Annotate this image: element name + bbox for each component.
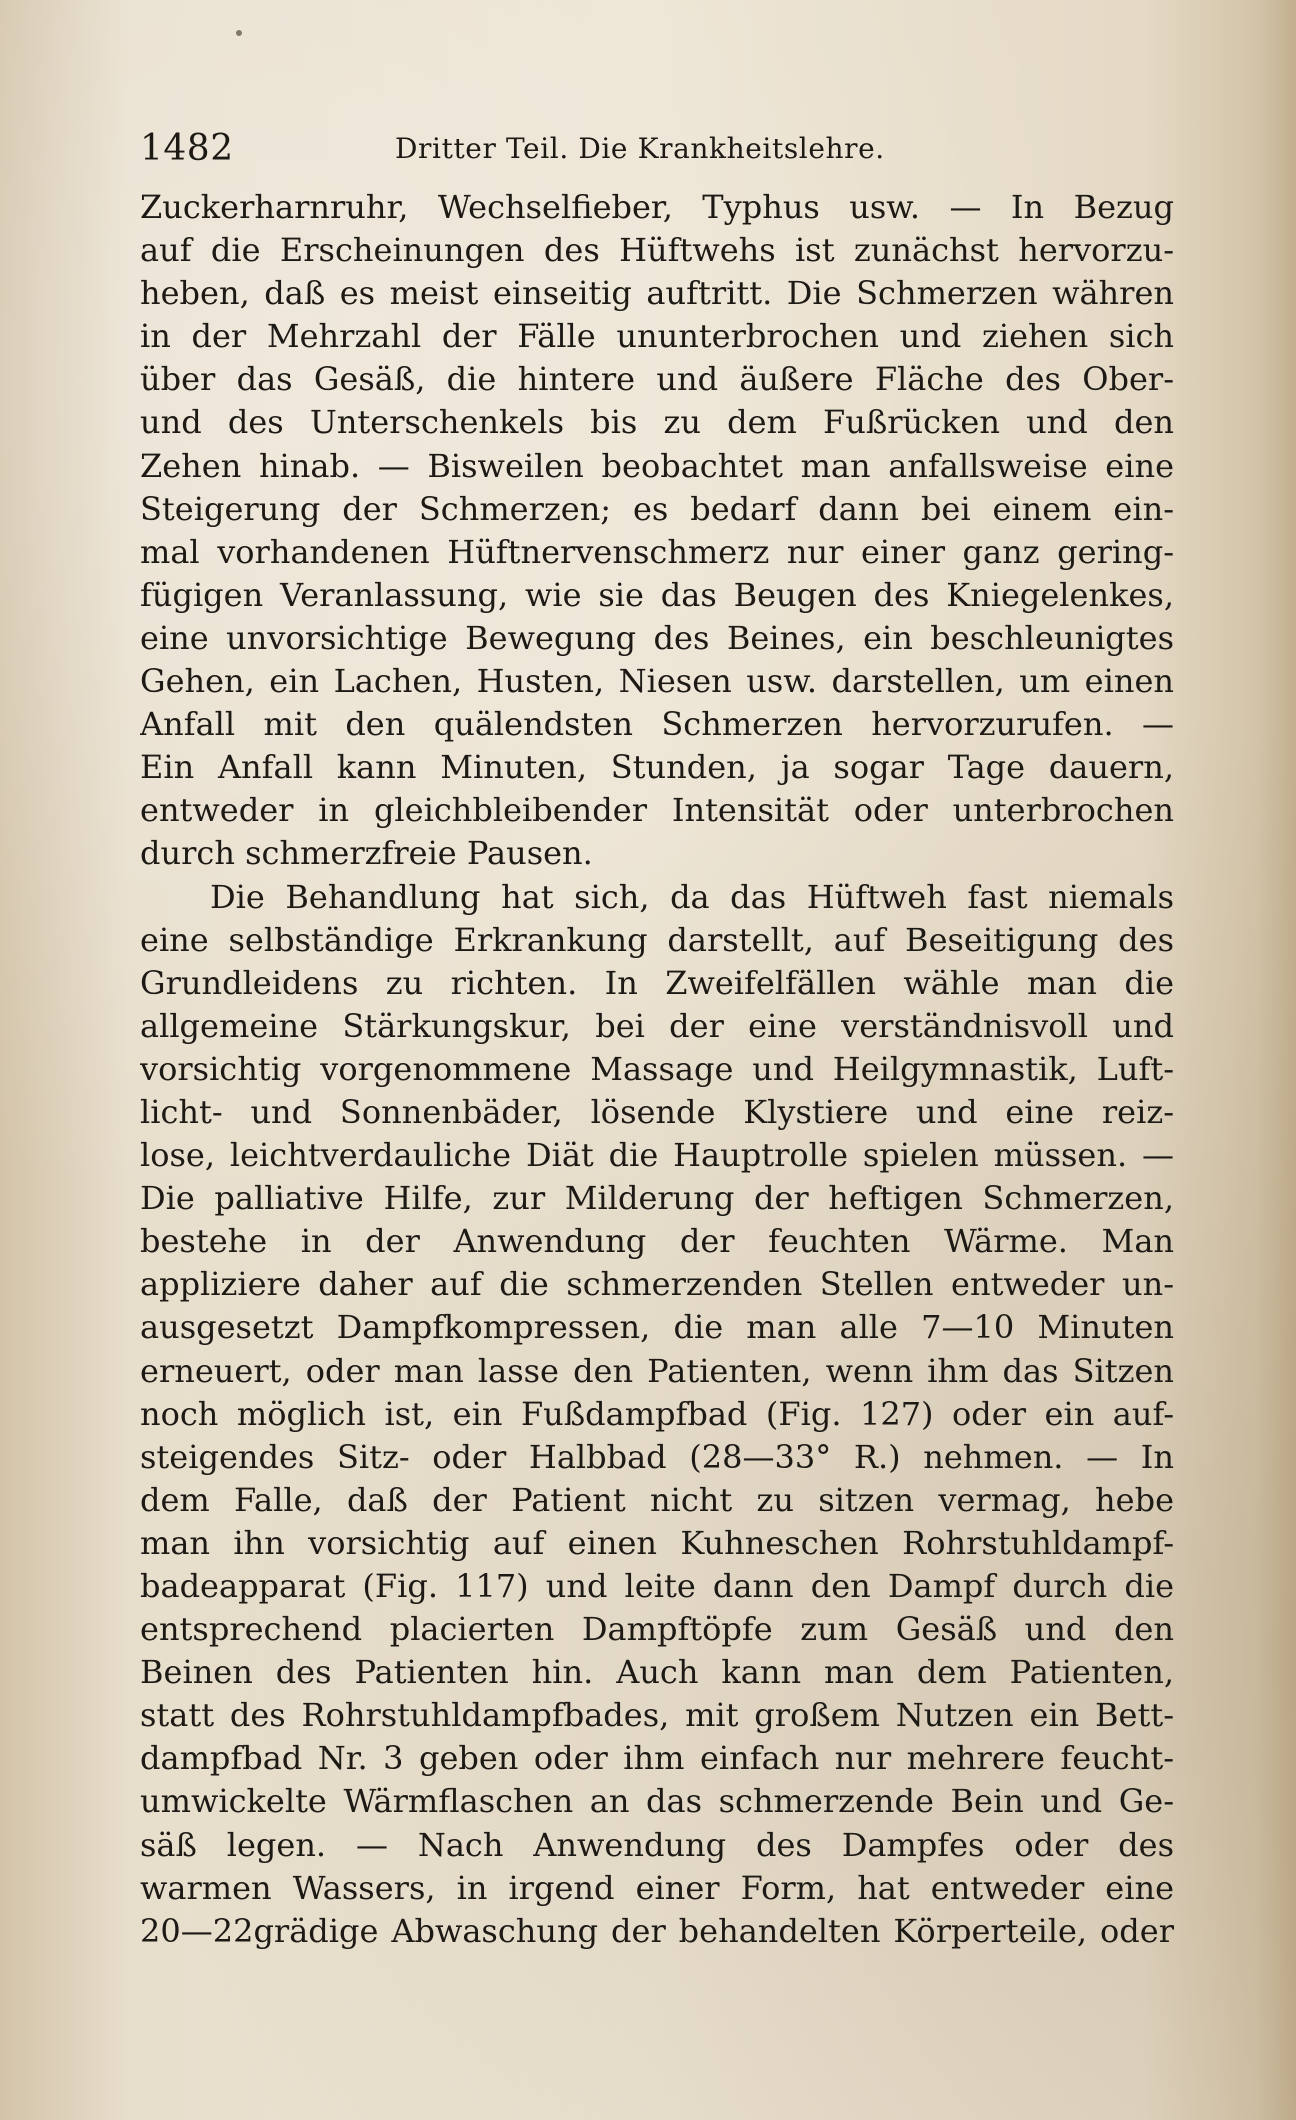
text-line-15: entweder in gleichbleibender Intensität oder unterbrochen xyxy=(140,791,1174,830)
text-line-9: mal vorhandenen Hüftnervenschmerz nur einer ganz gering- xyxy=(140,532,1174,571)
text-line-37: dampfbad Nr. 3 geben oder ihm einfach nur mehrere feucht- xyxy=(140,1739,1174,1778)
text-line-12: Gehen, ein Lachen, Husten, Niesen usw. darstellen, um einen xyxy=(140,662,1174,701)
text-line-32: man ihn vorsichtig auf einen Kuhneschen Rohrstuhldampf- xyxy=(140,1523,1174,1562)
text-line-27: ausgesetzt Dampfkompressen, die man alle 7—10 Minuten xyxy=(140,1308,1174,1347)
text-line-2: auf die Erscheinungen des Hüftwehs ist zunächst hervorzu- xyxy=(140,231,1174,270)
text-line-35: Beinen des Patienten hin. Auch kann man dem Patienten, xyxy=(140,1653,1174,1692)
text-line-41: 20—22grädige Abwaschung der behandelten Körperteile, oder xyxy=(140,1911,1174,1950)
text-line-7: Zehen hinab. — Bisweilen beobachtet man anfallsweise eine xyxy=(140,446,1174,485)
text-line-5: über das Gesäß, die hintere und äußere Fläche des Ober- xyxy=(140,360,1174,399)
text-line-36: statt des Rohrstuhldampfbades, mit großem Nutzen ein Bett- xyxy=(140,1696,1174,1735)
page-number: 1482 xyxy=(140,128,234,169)
ink-speck xyxy=(236,30,242,36)
text-line-23: lose, leichtverdauliche Diät die Hauptrolle spielen müssen. — xyxy=(140,1136,1174,1175)
text-line-40: warmen Wassers, in irgend einer Form, hat entweder eine xyxy=(140,1868,1174,1907)
text-line-26: appliziere daher auf die schmerzenden Stellen entweder un- xyxy=(140,1265,1174,1304)
text-line-24: Die palliative Hilfe, zur Milderung der heftigen Schmerzen, xyxy=(140,1179,1174,1218)
body-text xyxy=(140,186,1174,1953)
text-line-10: fügigen Veranlassung, wie sie das Beugen des Kniegelenkes, xyxy=(140,575,1174,614)
text-line-18: eine selbständige Erkrankung darstellt, auf Beseitigung des xyxy=(140,920,1174,959)
text-line-13: Anfall mit den quälendsten Schmerzen hervorzurufen. — xyxy=(140,705,1174,744)
text-line-11: eine unvorsichtige Bewegung des Beines, ein beschleunigtes xyxy=(140,618,1174,657)
text-line-1: Zuckerharnruhr, Wechselfieber, Typhus usw. — In Bezug xyxy=(140,188,1174,226)
text-line-19: Grundleidens zu richten. In Zweifelfällen wähle man die xyxy=(140,963,1174,1002)
text-line-38: umwickelte Wärmflaschen an das schmerzende Bein und Ge- xyxy=(140,1782,1174,1821)
text-line-34: entsprechend placierten Dampftöpfe zum Gesäß und den xyxy=(140,1610,1174,1649)
text-line-39: säß legen. — Nach Anwendung des Dampfes oder des xyxy=(140,1825,1174,1864)
text-line-8: Steigerung der Schmerzen; es bedarf dann bei einem ein- xyxy=(140,489,1174,528)
text-line-14: Ein Anfall kann Minuten, Stunden, ja sogar Tage dauern, xyxy=(140,748,1174,787)
text-line-20: allgemeine Stärkungskur, bei der eine verständnisvoll und xyxy=(140,1006,1174,1045)
text-line-30: steigendes Sitz- oder Halbbad (28—33° R.) nehmen. — In xyxy=(140,1437,1174,1476)
text-line-16: durch schmerzfreie Pausen. xyxy=(140,834,593,873)
page-header xyxy=(140,124,1174,174)
text-line-22: licht- und Sonnenbäder, lösende Klystiere und eine reiz- xyxy=(140,1092,1174,1131)
text-line-28: erneuert, oder man lasse den Patienten, wenn ihm das Sitzen xyxy=(140,1351,1174,1390)
text-line-6: und des Unterschenkels bis zu dem Fußrücken und den xyxy=(140,403,1174,442)
running-head: Dritter Teil. Die Krankheitslehre. xyxy=(395,132,885,165)
text-line-29: noch möglich ist, ein Fußdampfbad (Fig. 127) oder ein auf- xyxy=(140,1394,1174,1433)
text-line-4: in der Mehrzahl der Fälle ununterbrochen und ziehen sich xyxy=(140,317,1174,356)
text-line-17: Die Behandlung hat sich, da das Hüftweh fast niemals xyxy=(210,877,1174,916)
text-line-25: bestehe in der Anwendung der feuchten Wärme. Man xyxy=(140,1222,1174,1261)
text-line-3: heben, daß es meist einseitig auftritt. Die Schmerzen währen xyxy=(140,274,1174,313)
text-line-31: dem Falle, daß der Patient nicht zu sitzen vermag, hebe xyxy=(140,1480,1174,1519)
text-line-21: vorsichtig vorgenommene Massage und Heilgymnastik, Luft- xyxy=(140,1049,1174,1088)
text-line-33: badeapparat (Fig. 117) und leite dann den Dampf durch die xyxy=(140,1567,1174,1605)
